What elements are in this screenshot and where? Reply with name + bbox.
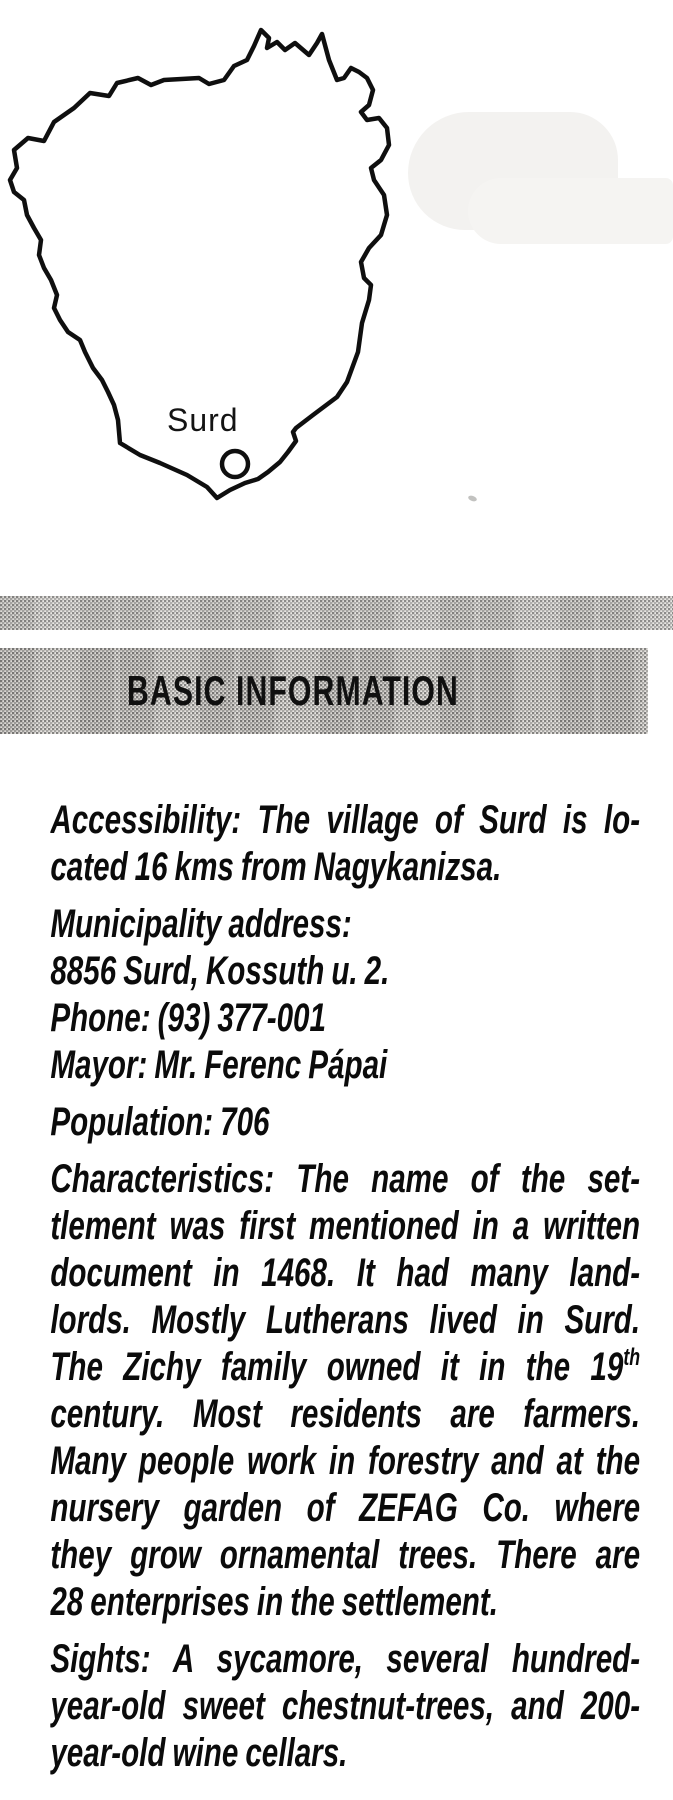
text-line: Sights: A sycamore, several hundred- [50, 1637, 641, 1681]
bullet-cell [0, 901, 50, 1089]
text-line: Many people work in forestry and at the [50, 1439, 641, 1483]
list-item [0, 1636, 640, 1777]
halftone-strip [0, 596, 673, 630]
text-line: Phone: (93) 377-001 [50, 996, 326, 1040]
text-line: 8856 Surd, Kossuth u. 2. [50, 949, 390, 993]
text-line: Municipality address: [50, 902, 352, 946]
text-line: Mayor: Mr. Ferenc Pápai [50, 1043, 388, 1087]
map-label-surd: Surd [167, 402, 239, 438]
text-line: cated 16 kms from Nagykanizsa. [50, 845, 502, 889]
list-item [0, 901, 640, 1089]
text-line: 28 enterprises in the settlement. [50, 1580, 498, 1624]
scan-artifact-blob [468, 178, 673, 244]
text-line: lords. Mostly Lutherans lived in Surd. [50, 1298, 641, 1342]
bullet-cell [0, 1099, 50, 1146]
text-line: The Zichy family owned it in the 19th [50, 1344, 641, 1389]
list-item [0, 1099, 640, 1146]
text-line: Accessibility: The village of Surd is lo- [50, 798, 641, 842]
superscript: th [623, 1344, 641, 1371]
section-title: BASIC INFORMATION [127, 667, 459, 714]
text-line: century. Most residents are farmers. [50, 1392, 641, 1436]
municipality-map [0, 0, 420, 520]
village-circle-marker [222, 451, 248, 477]
info-text-column [0, 797, 640, 1787]
text-line: year-old wine cellars. [50, 1731, 348, 1775]
municipality-address-paragraph [50, 901, 640, 1089]
text-line: document in 1468. It had many land- [50, 1251, 641, 1295]
bullet-cell [0, 1636, 50, 1777]
scan-speck [467, 495, 477, 503]
text-line: tlement was first mentioned in a written [50, 1204, 641, 1248]
map-outline-drawing [0, 0, 420, 520]
text-line: nursery garden of ZEFAG Co. where [50, 1486, 641, 1530]
bullet-cell [0, 1156, 50, 1626]
list-item [0, 797, 640, 891]
text-line: Characteristics: The name of the set- [50, 1157, 641, 1201]
info-list [0, 797, 640, 1777]
section-header-band [0, 648, 648, 734]
list-item [0, 1156, 640, 1626]
sights-paragraph [50, 1636, 640, 1777]
text-line: year-old sweet chestnut-trees, and 200- [50, 1684, 641, 1728]
population-paragraph [50, 1099, 640, 1146]
bullet-cell [0, 797, 50, 891]
characteristics-paragraph [50, 1156, 640, 1626]
text-line: they grow ornamental trees. There are [50, 1533, 641, 1577]
accessibility-paragraph [50, 797, 640, 891]
text-line: Population: 706 [50, 1100, 270, 1144]
